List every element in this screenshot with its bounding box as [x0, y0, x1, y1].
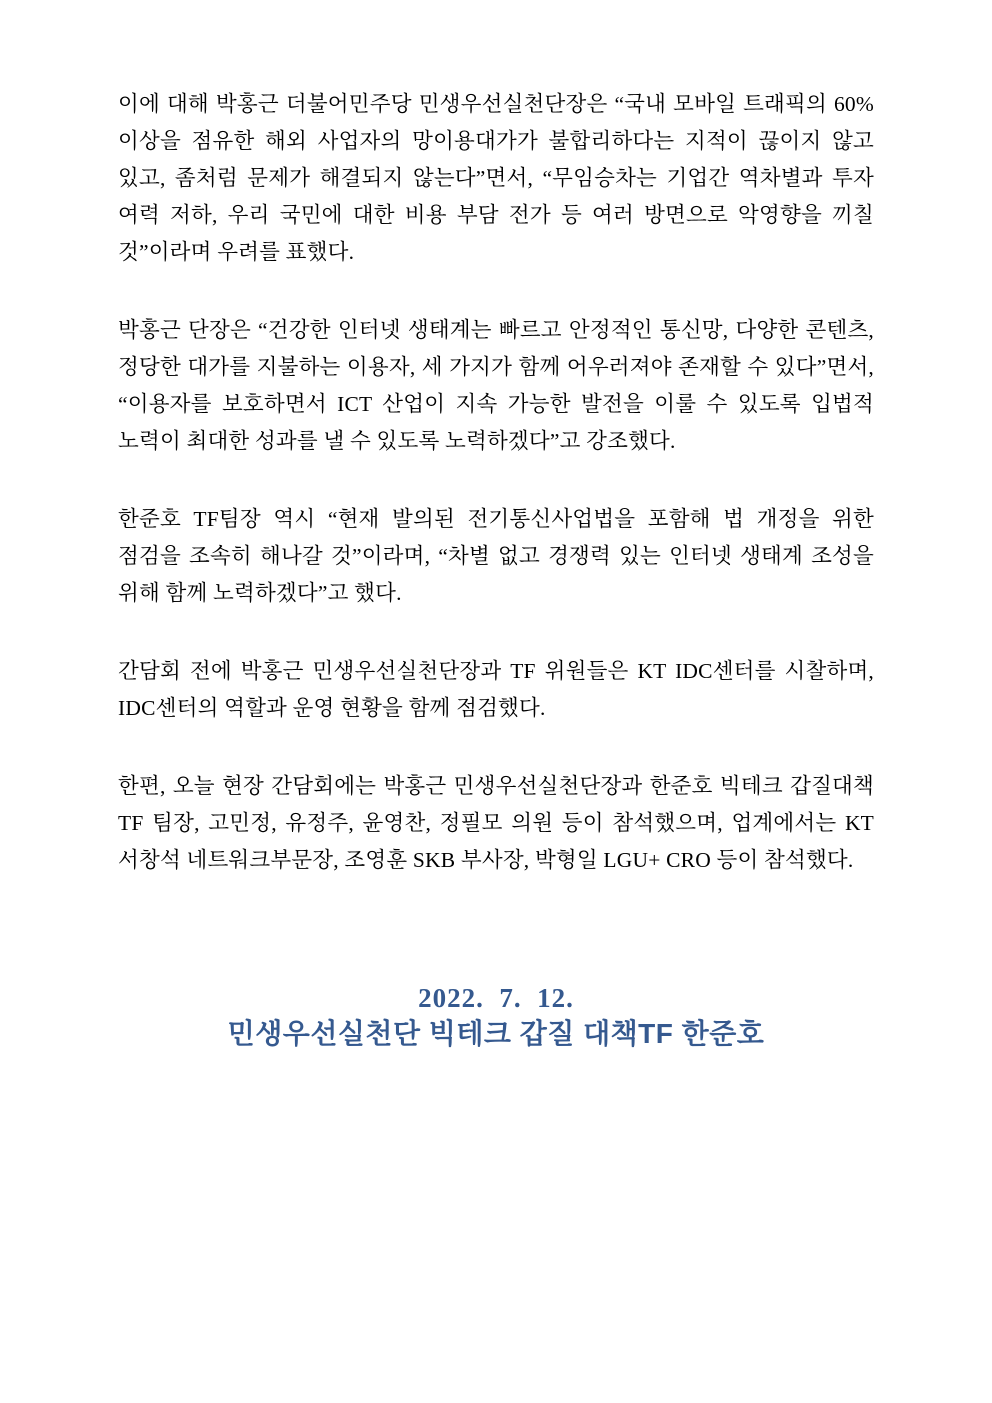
body-paragraph: 박홍근 단장은 “건강한 인터넷 생태계는 빠르고 안정적인 통신망, 다양한 콘텐츠, 정당한 대가를 지불하는 이용자, 세 가지가 함께 어우러져야 존재할 수 있다”면서, “이용자를 보호하면서 ICT 산업이 지속 가능한 발전을 이룰 수 있도록 입법적 노력이 최대한 성과를 낼 수 있도록 노력하겠다”고 강조했다.	[118, 318, 874, 453]
body-paragraph: 한편, 오늘 현장 간담회에는 박홍근 민생우선실천단장과 한준호 빅테크 갑질대책 TF 팀장, 고민정, 유정주, 윤영찬, 정필모 의원 등이 참석했으며, 업계에서는 KT 서창석 네트워크부문장, 조영훈 SKB 부사장, 박형일 LGU+ CRO 등이 참석했다.	[118, 774, 874, 872]
body-paragraph: 한준호 TF팀장 역시 “현재 발의된 전기통신사업법을 포함해 법 개정을 위한 점검을 조속히 해나갈 것”이라며, “차별 없고 경쟁력 있는 인터넷 생태계 조성을 위해 함께 노력하겠다”고 했다.	[118, 507, 874, 605]
closing-date: 2022. 7. 12.	[418, 983, 574, 1013]
document-body	[118, 86, 874, 879]
body-paragraph: 이에 대해 박홍근 더불어민주당 민생우선실천단장은 “국내 모바일 트래픽의 60% 이상을 점유한 해외 사업자의 망이용대가가 불합리하다는 지적이 끊이지 않고 있고, 좀처럼 문제가 해결되지 않는다”면서, “무임승차는 기업간 역차별과 투자 여력 저하, 우리 국민에 대한 비용 부담 전가 등 여러 방면으로 악영향을 끼칠 것”이라며 우려를 표했다.	[118, 92, 874, 264]
closing-block	[0, 982, 992, 1051]
body-paragraph: 간담회 전에 박홍근 민생우선실천단장과 TF 위원들은 KT IDC센터를 시찰하며, IDC센터의 역할과 운영 현황을 함께 점검했다.	[118, 659, 874, 720]
closing-signature: 민생우선실천단 빅테크 갑질 대책TF 한준호	[227, 1018, 765, 1049]
